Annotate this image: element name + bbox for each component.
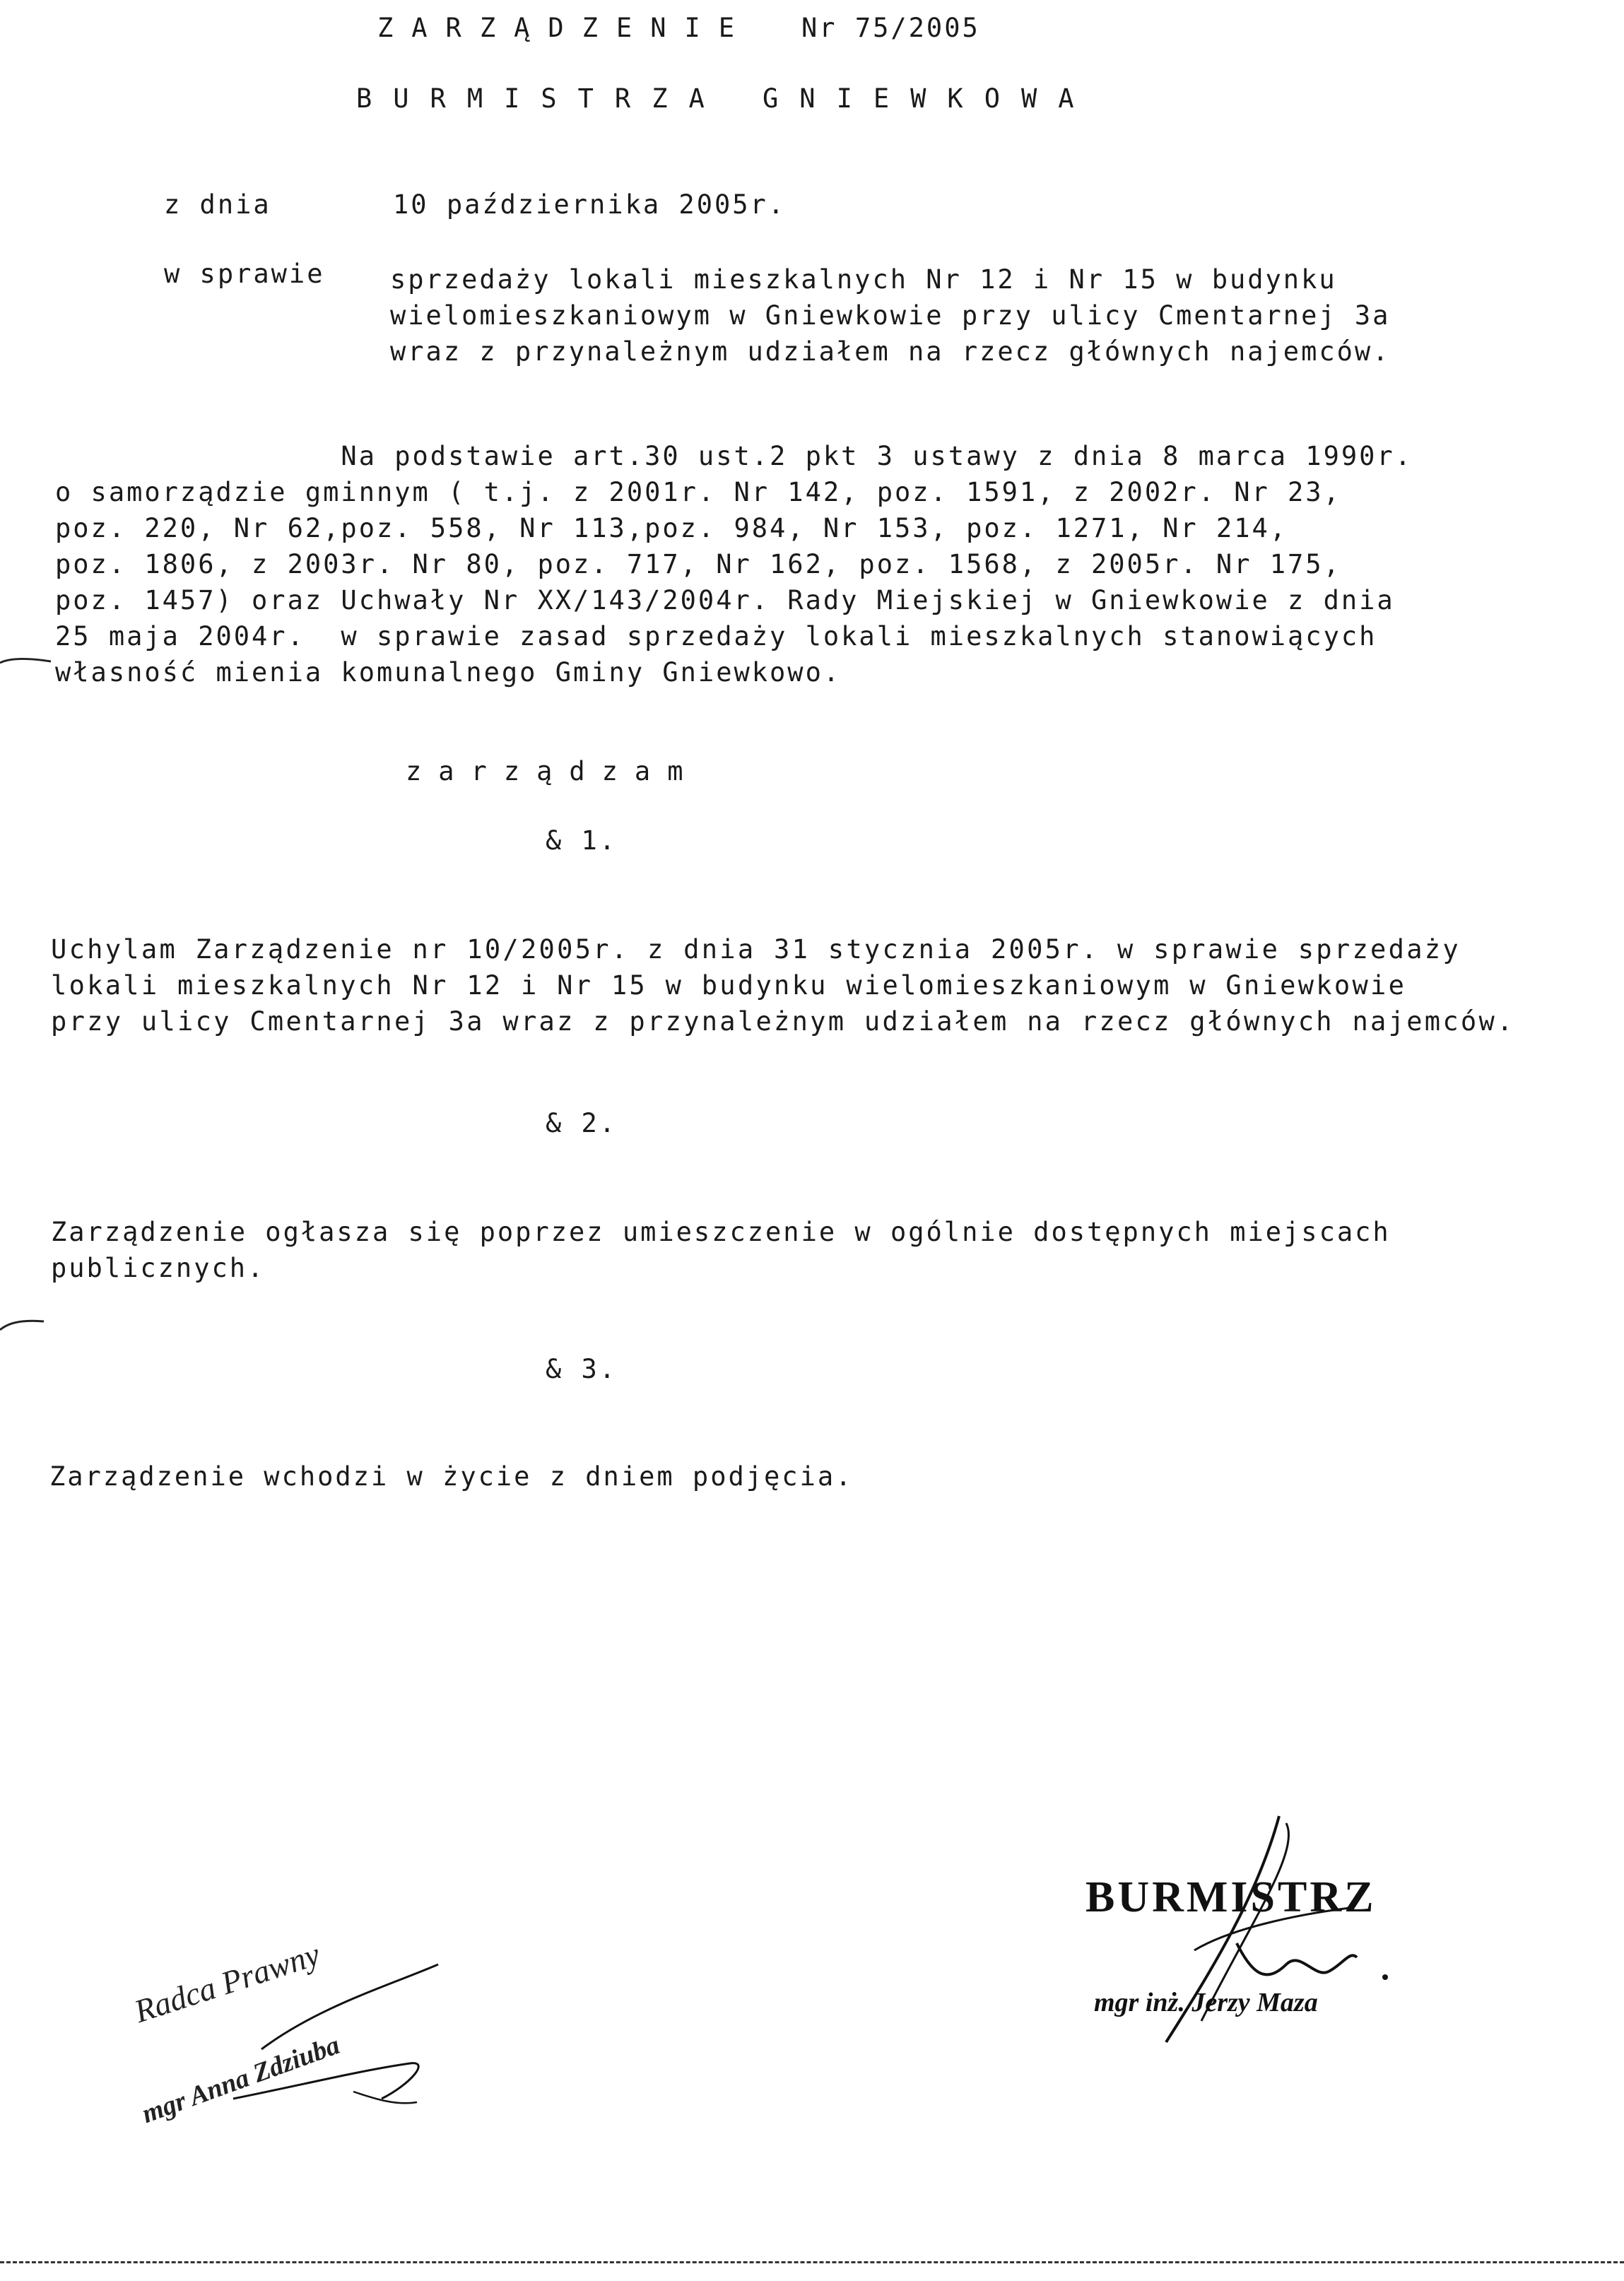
- document-number: Nr 75/2005: [801, 13, 980, 43]
- document-title: ZARZĄDZENIE: [377, 13, 753, 43]
- preamble-line: 25 maja 2004r. w sprawie zasad sprzedaży lokali mieszkalnych stanowiących: [55, 621, 1377, 652]
- document-authority: BURMISTRZA GNIEWKOWA: [356, 83, 1095, 114]
- margin-mark: [0, 650, 57, 671]
- mayor-signature: [1117, 1809, 1413, 2049]
- section-line: Uchylam Zarządzenie nr 10/2005r. z dnia 31 stycznia 2005r. w sprawie sprzedaży: [51, 934, 1461, 965]
- preamble-line: o samorządzie gminnym ( t.j. z 2001r. Nr 142, poz. 1591, z 2002r. Nr 23,: [55, 477, 1341, 507]
- section-line: Zarządzenie wchodzi w życie z dniem podjęcia.: [49, 1461, 854, 1492]
- subject-line: sprzedaży lokali mieszkalnych Nr 12 i Nr 15 w budynku: [390, 264, 1337, 295]
- subject-line: wielomieszkaniowym w Gniewkowie przy ulicy Cmentarnej 3a: [390, 300, 1391, 331]
- legal-stamp-title: Radca Prawny: [129, 1935, 324, 2030]
- section-marker: & 2.: [546, 1108, 618, 1138]
- legal-signature: [177, 1922, 459, 2134]
- mayor-stamp-name: mgr inż. Jerzy Maza: [1094, 1988, 1318, 2017]
- date-value: 10 października 2005r.: [393, 189, 787, 220]
- subject-text: [390, 261, 1390, 370]
- legal-stamp-name: mgr Anna Zdziuba: [138, 2029, 344, 2130]
- section-marker: & 3.: [546, 1354, 618, 1384]
- preamble-line: własność mienia komunalnego Gminy Gniewkowo.: [55, 657, 842, 688]
- section-1-text: [51, 931, 1515, 1039]
- section-marker: & 1.: [546, 825, 618, 856]
- preamble-line: poz. 1457) oraz Uchwały Nr XX/143/2004r. Rady Miejskiej w Gniewkowie z dnia: [55, 585, 1395, 615]
- section-line: publicznych.: [51, 1253, 266, 1283]
- preamble-line: Na podstawie art.30 ust.2 pkt 3 ustawy z dnia 8 marca 1990r.: [55, 441, 1413, 471]
- decree-word: zarządzam: [406, 756, 700, 786]
- preamble-line: poz. 1806, z 2003r. Nr 80, poz. 717, Nr 162, poz. 1568, z 2005r. Nr 175,: [55, 549, 1341, 579]
- date-label: z dnia: [164, 189, 271, 220]
- section-2-text: [51, 1214, 1391, 1286]
- bottom-edge-line: [0, 2261, 1624, 2263]
- section-line: Zarządzenie ogłasza się poprzez umieszczenie w ogólnie dostępnych miejscach: [51, 1217, 1391, 1247]
- section-3-text: [49, 1458, 853, 1495]
- subject-label: w sprawie: [164, 259, 325, 289]
- preamble-line: poz. 220, Nr 62,poz. 558, Nr 113,poz. 984, Nr 153, poz. 1271, Nr 214,: [55, 513, 1288, 543]
- section-line: przy ulicy Cmentarnej 3a wraz z przynależnym udziałem na rzecz głównych najemców.: [51, 1006, 1515, 1037]
- section-line: lokali mieszkalnych Nr 12 i Nr 15 w budynku wielomieszkaniowym w Gniewkowie: [51, 970, 1407, 1001]
- subject-line: wraz z przynależnym udziałem na rzecz głównych najemców.: [390, 336, 1391, 367]
- preamble: [55, 438, 1413, 690]
- margin-mark: [0, 1314, 57, 1336]
- mayor-stamp-title: BURMISTRZ: [1085, 1873, 1377, 1921]
